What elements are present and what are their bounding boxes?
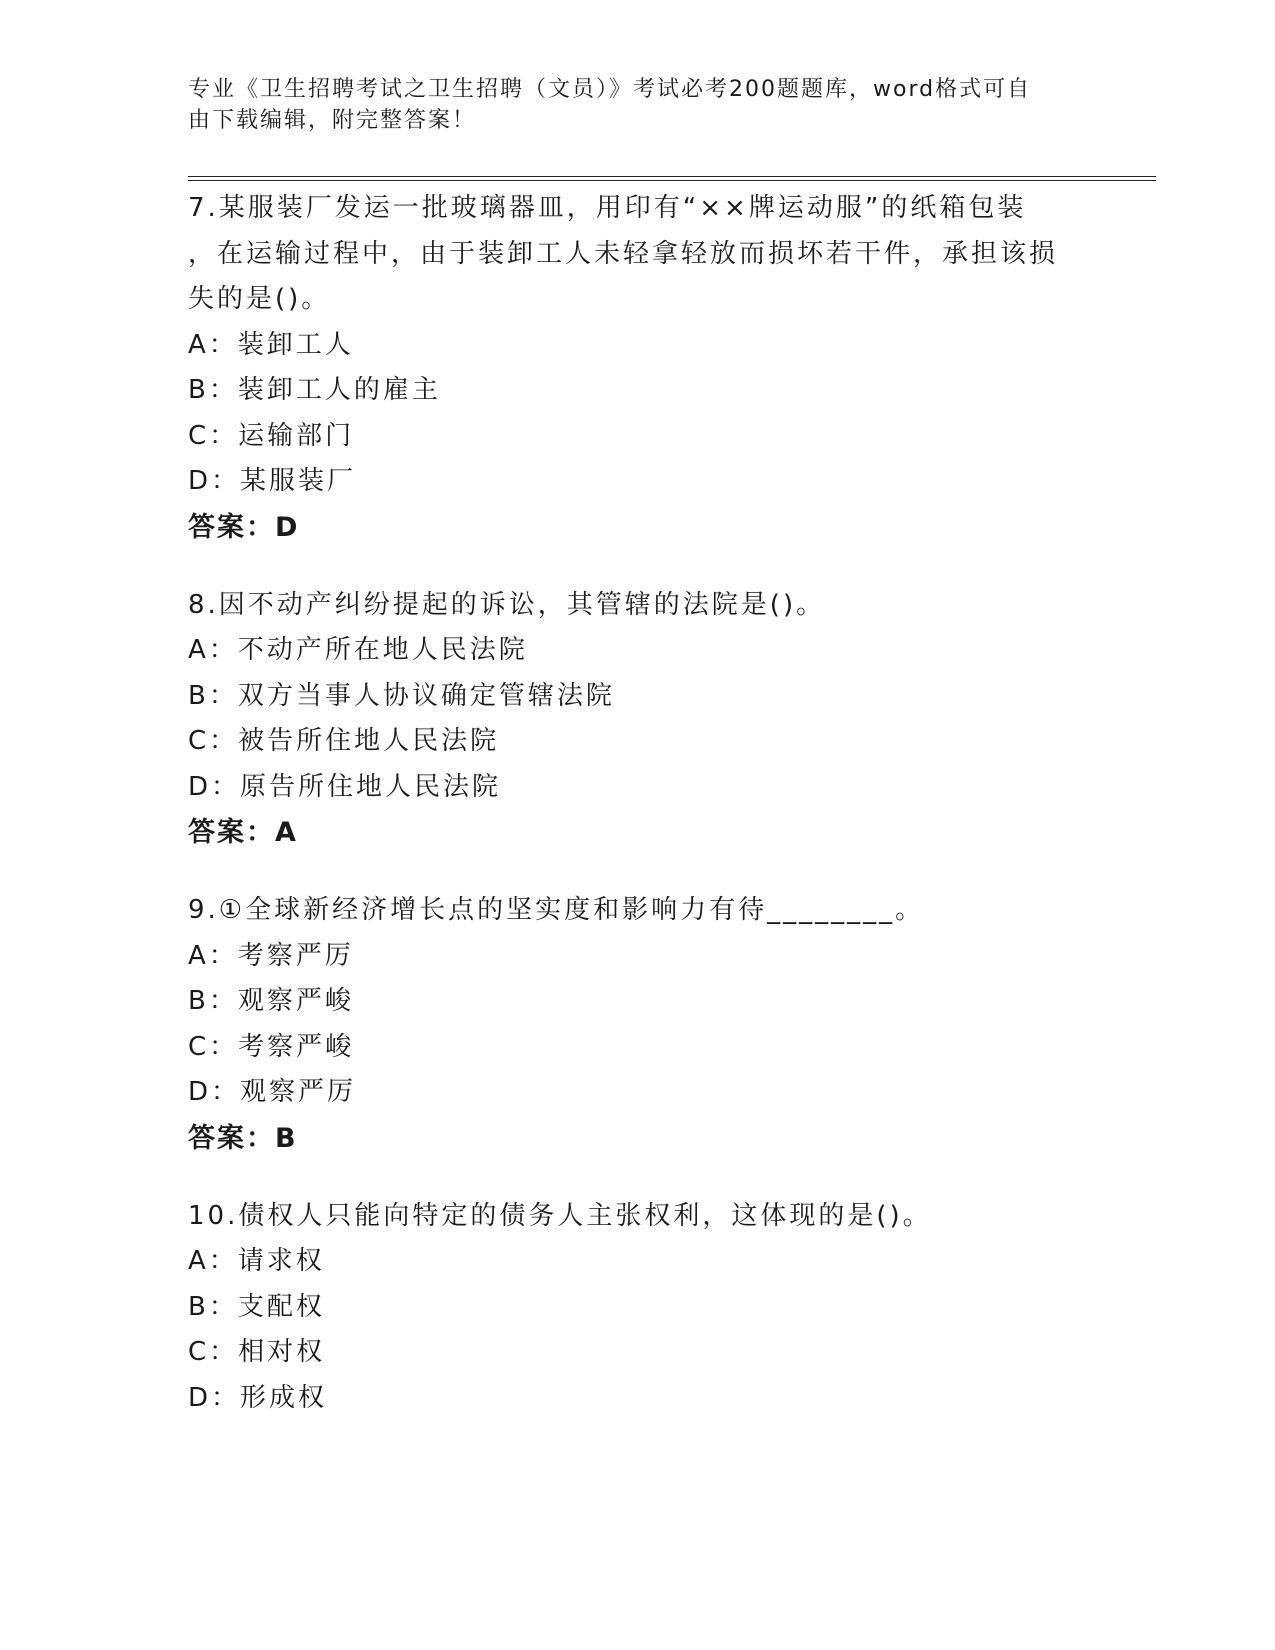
question-stem (188, 583, 1088, 629)
option-a: A：不动产所在地人民法院 (188, 635, 528, 665)
question-stem (188, 1194, 1088, 1240)
header-divider (188, 176, 1156, 181)
option-c: C：相对权 (188, 1337, 326, 1367)
answer-label: 答案：B (188, 1122, 298, 1154)
question-10 (188, 1194, 1088, 1422)
option-b: B：支配权 (188, 1291, 325, 1322)
answer-label: 答案：D (188, 511, 300, 543)
option-c: C：运输部门 (188, 420, 355, 451)
question-7 (188, 186, 1088, 551)
stem-line: 10.债权人只能向特定的债务人主张权利，这体现的是()。 (188, 1200, 932, 1231)
option-d: D：观察严厉 (188, 1077, 357, 1107)
question-9 (188, 888, 1088, 1162)
option-c: C：被告所住地人民法院 (188, 726, 500, 756)
option-a: A：考察严厉 (188, 940, 354, 971)
question-stem (188, 888, 1088, 934)
option-a: A：装卸工人 (188, 329, 354, 360)
option-b: B：观察严峻 (188, 986, 354, 1016)
option-d: D：形成权 (188, 1382, 328, 1413)
stem-line: 失的是()。 (188, 284, 331, 314)
question-stem (188, 186, 1088, 323)
question-list (188, 186, 1088, 1453)
question-8 (188, 583, 1088, 857)
option-b: B：装卸工人的雇主 (188, 375, 441, 405)
answer-label: 答案：A (188, 817, 298, 848)
header-line-1: 专业《卫生招聘考试之卫生招聘（文员）》考试必考200题题库，word格式可自 (188, 77, 1032, 102)
stem-line: 8.因不动产纠纷提起的诉讼，其管辖的法院是()。 (188, 589, 826, 620)
option-c: C：考察严峻 (188, 1031, 355, 1062)
document-header (188, 74, 1068, 136)
header-line-2: 由下载编辑，附完整答案！ (188, 108, 477, 133)
stem-line: ，在运输过程中，由于装卸工人未轻拿轻放而损坏若干件，承担该损 (188, 238, 1059, 269)
option-b: B：双方当事人协议确定管辖法院 (188, 680, 615, 711)
option-d: D：某服装厂 (188, 466, 357, 496)
stem-line: 7.某服装厂发运一批玻璃器皿，用印有“××牌运动服”的纸箱包装 (188, 193, 1027, 223)
stem-line: 9.①全球新经济增长点的坚实度和影响力有待________。 (188, 895, 925, 925)
option-a: A：请求权 (188, 1246, 325, 1276)
option-d: D：原告所住地人民法院 (188, 771, 502, 802)
